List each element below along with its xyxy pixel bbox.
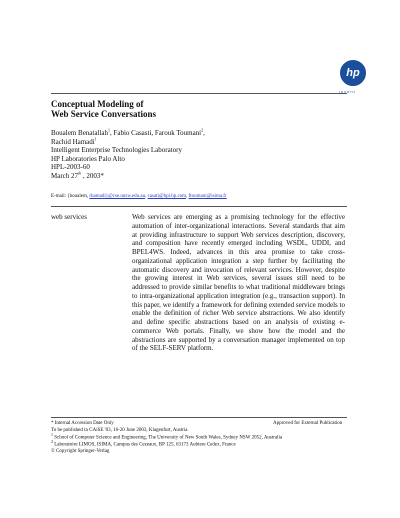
- paper-title: [51, 99, 156, 119]
- title-line-1: Conceptual Modeling of: [51, 99, 144, 109]
- affiliation-2: $^2$ Laboratoire LIMOS, ISIMA, Campus des Cezeaux, BP 125, 63173 Aubiere Cedex, France: [51, 439, 236, 448]
- hp-logo: hp: [340, 60, 366, 86]
- title-line-2: Web Service Conversations: [51, 109, 156, 119]
- lab-name: Intelligent Enterprise Technologies Laboratory: [51, 146, 182, 155]
- authors-line-1: Boualem Benatallah$^1$, Fabio Casasti, Farouk Toumani$^2$,: [51, 127, 205, 137]
- email-link-hp[interactable]: casati@hpl.hp.com: [147, 194, 187, 199]
- approved-note: Approved for External Publication: [273, 421, 343, 426]
- footer-rule: [51, 417, 347, 418]
- copyright: © Copyright Springer-Verlag: [51, 449, 110, 454]
- internal-accession: * Internal Accession Date Only: [51, 421, 114, 426]
- email-line: E-mail: {boualem, rhamadi}@cse.unsw.edu.au, casati@hpl.hp.com, ftoumani@isima.fr: [51, 194, 227, 199]
- abstract-rule: [51, 206, 347, 207]
- publication-note: To be published in CAiSE '03, 16-20 June 2003, Klagenfurt, Austria: [51, 428, 188, 433]
- author-block: [51, 129, 205, 181]
- email-link-unsw[interactable]: rhamadi}@cse.unsw.edu.au: [89, 194, 146, 199]
- affiliation-1: $^1$ School of Computer Science and Engineering, The University of New South Wales, Sydney NSW 2052, Australia: [51, 432, 283, 441]
- report-id: HPL-2003-60: [51, 163, 90, 172]
- email-link-isima[interactable]: ftoumani@isima.fr: [188, 194, 227, 199]
- header-rule: [51, 93, 347, 94]
- report-date: March 27th , 2003*: [51, 170, 104, 180]
- authors-line-2: Rachid Hamadi$^1$: [51, 136, 97, 146]
- abstract-text: Web services are emerging as a promising technology for the effective automation of inter-organizational interactions. Several standards that aim at providing infrastructure to support Web services description, discovery, and composition have recently emerged including WSDL, UDDI, and BPEL4WS. Indeed, advances in this area promise to take cross-organizational application integration a step further by facilitating the automatic discovery and invocation of relevant services. However, despite the growing interest in Web services, several issues still need to be addressed to provide similar benefits to what traditional middleware brings to intra-organizational application integration (e.g., transaction support). In this paper, we identify a framework for defining extended service models to enable the definition of richer Web service abstractions. We also identify and define specific abstractions based on an analysis of existing e-commerce Web portals. Finally, we show how the model and the abstractions are supported by a conversation manager implemented on top of the SELF-SERV platform.: [132, 213, 345, 353]
- hp-tagline: invent: [339, 89, 356, 94]
- keywords: web services: [51, 213, 87, 221]
- lab-location: HP Laboratories Palo Alto: [51, 154, 125, 163]
